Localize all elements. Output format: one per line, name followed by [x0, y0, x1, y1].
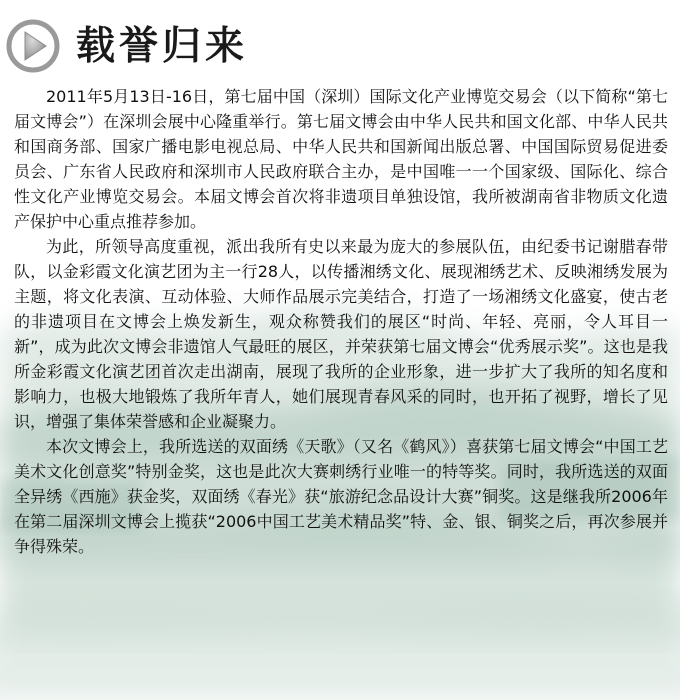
paragraph-2: 为此，所领导高度重视，派出我所有史以来最为庞大的参展队伍，由纪委书记谢腊春带队，以金彩霞文化演艺团为主一行28人，以传播湘绣文化、展现湘绣艺术、反映湘绣发展为主题，将文化表演、互动体验、大师作品展示完美结合，打造了一场湘绣文化盛宴，使古老的非遗项目在文博会上焕发新生，观众称赞我们的展区“时尚、年轻、亮丽，令人耳目一新”，成为此次文博会非遗馆人气最旺的展区，并荣获第七届文博会“优秀展示奖”。这也是我所金彩霞文化演艺团首次走出湖南，展现了我所的企业形象，进一步扩大了我所的知名度和影响力，也极大地锻炼了我所年青人，她们展现青春风采的同时，也开拓了视野，增长了见识，增强了集体荣誉感和企业凝聚力。	[14, 237, 668, 431]
play-arrow-icon	[6, 19, 60, 73]
page-title: 载誉归来	[76, 23, 249, 69]
article-body	[14, 84, 668, 559]
paragraph-3: 本次文博会上，我所选送的双面绣《天歌》（又名《鹤风》）喜获第七届文博会“中国工艺美术文化创意奖”特别金奖，这也是此次大赛刺绣行业唯一的特等奖。同时，我所选送的双面全异绣《西施》获金奖，双面绣《春光》获“旅游纪念品设计大赛”铜奖。这是继我所2006年在第二届深圳文博会上揽获“2006中国工艺美术精品奖”特、金、银、铜奖之后，再次参展并争得殊荣。	[14, 437, 668, 556]
section-header	[6, 18, 248, 74]
paragraph-1: 2011年5月13日-16日，第七届中国（深圳）国际文化产业博览交易会（以下简称“第七届文博会”）在深圳会展中心隆重举行。第七届文博会由中华人民共和国文化部、中华人民共和国商务部、国家广播电影电视总局、中华人民共和国新闻出版总署、中国国际贸易促进委员会、广东省人民政府和深圳市人民政府联合主办，是中国唯一一个国家级、国际化、综合性文化产业博览交易会。本届文博会首次将非遗项目单独设馆，我所被湖南省非物质文化遗产保护中心重点推荐参加。	[14, 87, 668, 231]
